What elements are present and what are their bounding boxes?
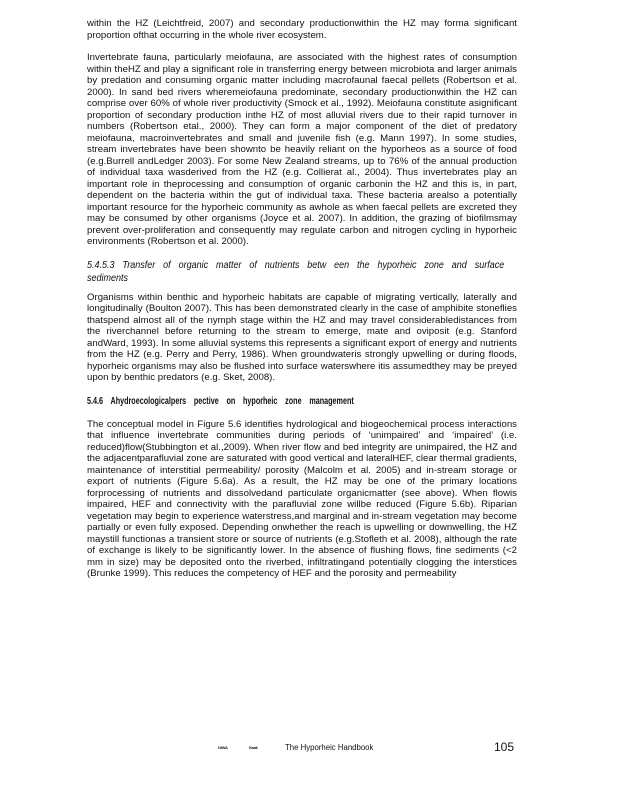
paragraph-conceptual-model: The conceptual model in Figure 5.6 identifies hydrological and biogeochemical process interactions that influence invertebrate communities during periods of ‘unimpaired’ and ‘impaired’ (i.e. reduced)flow(Stubbington et al.,2009). When river flow and bed integrity are unimpaired, the HZ and the adjacentparafluvial zone are saturated with good vertical and lateralHEF, clear thermal gradients, maintenance of interstitial permeability/ porosity (Malcolm et al. 2005) and in-stream storage or export of nutrients (Figure 5.6a). As a result, the HZ may be one of the primary locations forprocessing of nutrients and dissolvedand particulate organicmatter (see above). When flowis impaired, HEF and connectivity with the parafluvial zone willbe reduced (Figure 5.6b). Riparian vegetation may begin to experience waterstress,and marginal and in-stream vegetation may become partially or even fully exposed. Depending onwhether the reach is upwelling or downwelling, the HZ maystill functionas a transient store or source of nutrients (e.g.Stofleth et al. 2008), although the rate of exchange is likely to be significantly lower. In the absence of flushing flows, fine sediments (<2 mm in size) may be deposited onto the riverbed, infiltratingand potentially clogging the interstices (Brunke 1999). This reduces the competency of HEF and the porosity and permeability [87, 418, 517, 579]
page-footer [218, 740, 518, 756]
section-heading-5-4-5-3: 5.4.5.3 Transfer of organic matter of nutrients betw een the hyporheic zone and surface sediments [87, 259, 505, 284]
page-body [87, 18, 517, 591]
section-heading-5-4-6: 5.4.6 Ahydroecologicalpers pective on hyporheic zone management [87, 395, 354, 407]
paragraph-migration: Organisms within benthic and hyporheic habitats are capable of migrating vertically, laterally and longitudinally (Boulton 2007). This has been demonstrated clearly in the case of amphibite stoneflies thatspend almost all of the nymph stage within the HZ and may travel considerabledistances from the riverchannel before returning to the stream to emerge, mate and oviposit (e.g. Stanford andWard, 1993). In some alluvial systems this represents a significant export of energy and nutrients from the HZ (e.g. Perry and Perry, 1986). When groundwateris strongly upwelling or during floods, hyporheic organisms may also be flushed into surface waterswhere itis assumedthey may be preyed upon by benthic predators (e.g. Sket, 2008). [87, 291, 517, 383]
footer-title: The Hyporheic Handbook [285, 743, 374, 752]
paragraph-invertebrate-fauna: Invertebrate fauna, particularly meiofauna, are associated with the highest rates of consumption within theHZ and play a significant role in transferring energy between microbiota and larger animals by predation and consuming organic matter including macrofaunal faecal pellets (Robertson et al. 2000). In sand bed rivers wheremeiofauna predominate, secondary productionwithin the HZ can comprise over 60% of whole river productivity (Smock et al., 1992). Meiofauna constitute asignificant proportion of secondary production inthe HZ of most alluvial rivers due to their rapid turnover in numbers (Robertson etal., 2000). They can form a major component of the diet of predatory meiofauna, macroinvertebrates and small and juvenile fish (e.g. Mann 1997). In some studies, stream invertebrates have been shownto be heavily reliant on the hyporheos as a source of food (e.g.Burrell andLedger 2003). For some New Zealand streams, up to 76% of the annual production of individual taxa wasderived from the HZ (e.g. Collierat al., 2004). Thus invertebrates play an important role in theprocessing and consumption of organic carbonin the HZ and this is, in part, dependent on the bacteria within the gut of individual taxa. These bacteria arealso a potentially important resource for the hyporheic community as awhole as when faecal pellets are excreted they may be consumed by other organisms (Joyce et al. 2007). In addition, the grazing of biofilmsmay prevent over-proliferation and consequently may regulate carbon and nitrogen cycling in hyporheic environments (Robertson et al. 2000). [87, 52, 517, 247]
publisher-logo-b: Eaalt [249, 745, 258, 750]
paragraph-intro: within the HZ (Leichtfreid, 2007) and secondary productionwithin the HZ may forma significant proportion ofthat occurring in the whole river ecosystem. [87, 18, 517, 41]
publisher-logo-a: NIWA [218, 745, 228, 750]
page-number: 105 [494, 740, 515, 754]
